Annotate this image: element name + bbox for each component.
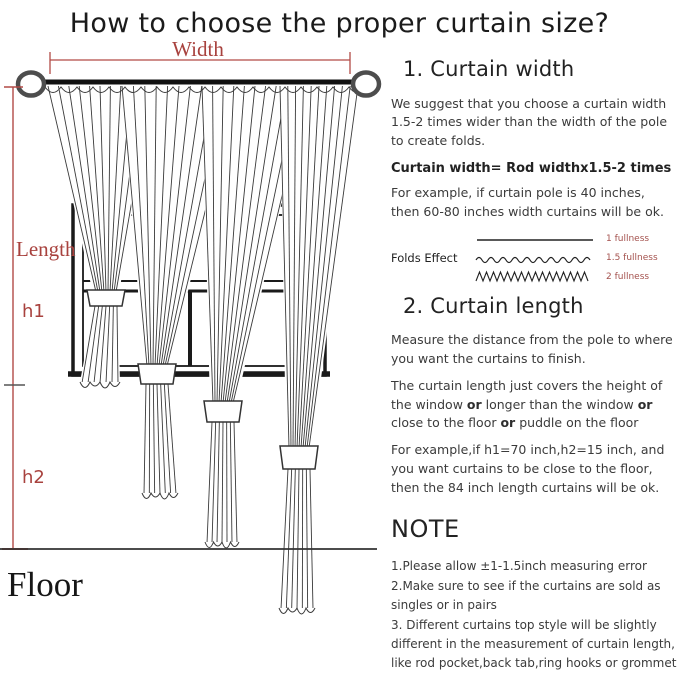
- length-label: Length: [16, 237, 76, 261]
- straight-line-icon: [473, 231, 597, 247]
- h2-label: h2: [22, 467, 45, 488]
- curtain-diagram: [0, 40, 390, 617]
- h1-label: h1: [22, 301, 45, 322]
- folds-effect: [391, 230, 677, 287]
- width-formula: Curtain width= Rod widthx1.5-2 times: [391, 159, 677, 179]
- note-item-3: 3. Different curtains top style will be slightly different in the measurement of curtain length, like rod pocket,back tab,ring hooks or grommet: [391, 616, 677, 674]
- rod-ring-right: [353, 73, 379, 96]
- folds-effect-label: Folds Effect: [391, 250, 467, 267]
- length-measure-text: Measure the distance from the pole to where you want the curtains to finish.: [391, 331, 677, 369]
- width-intro-text: We suggest that you choose a curtain width 1.5-2 times wider than the width of the pole to create folds.: [391, 95, 677, 151]
- section-length-heading: 2. Curtain length: [391, 291, 677, 323]
- length-covers-text: The curtain length just covers the height of the window or longer than the window or close to the floor or puddle on the floor: [391, 377, 677, 433]
- note-list: [391, 557, 677, 674]
- fullness-row-2: [473, 249, 658, 268]
- fullness-1-5-label: 1.5 fullness: [606, 252, 658, 266]
- note-heading: NOTE: [391, 511, 677, 547]
- floor-label: Floor: [7, 565, 83, 604]
- fullness-1-label: 1 fullness: [606, 233, 649, 247]
- fullness-row-3: [473, 268, 658, 287]
- note-item-1: 1.Please allow ±1-1.5inch measuring error: [391, 557, 677, 576]
- width-label: Width: [172, 37, 224, 61]
- small-wave-icon: [473, 250, 597, 266]
- info-column: [391, 50, 677, 674]
- section-width-heading: 1. Curtain width: [391, 54, 677, 86]
- rod-ring-left: [18, 73, 44, 96]
- fullness-2-label: 2 fullness: [606, 271, 649, 285]
- fullness-row-1: [473, 230, 658, 249]
- note-item-2: 2.Make sure to see if the curtains are sold as singles or in pairs: [391, 577, 677, 616]
- length-example-text: For example,if h1=70 inch,h2=15 inch, and you want curtains to be close to the floor, then the 84 inch length curtains will be ok.: [391, 441, 677, 497]
- zigzag-icon: [473, 268, 597, 286]
- page-title: How to choose the proper curtain size?: [0, 8, 679, 39]
- width-example-text: For example, if curtain pole is 40 inches, then 60-80 inches width curtains will be ok.: [391, 184, 677, 222]
